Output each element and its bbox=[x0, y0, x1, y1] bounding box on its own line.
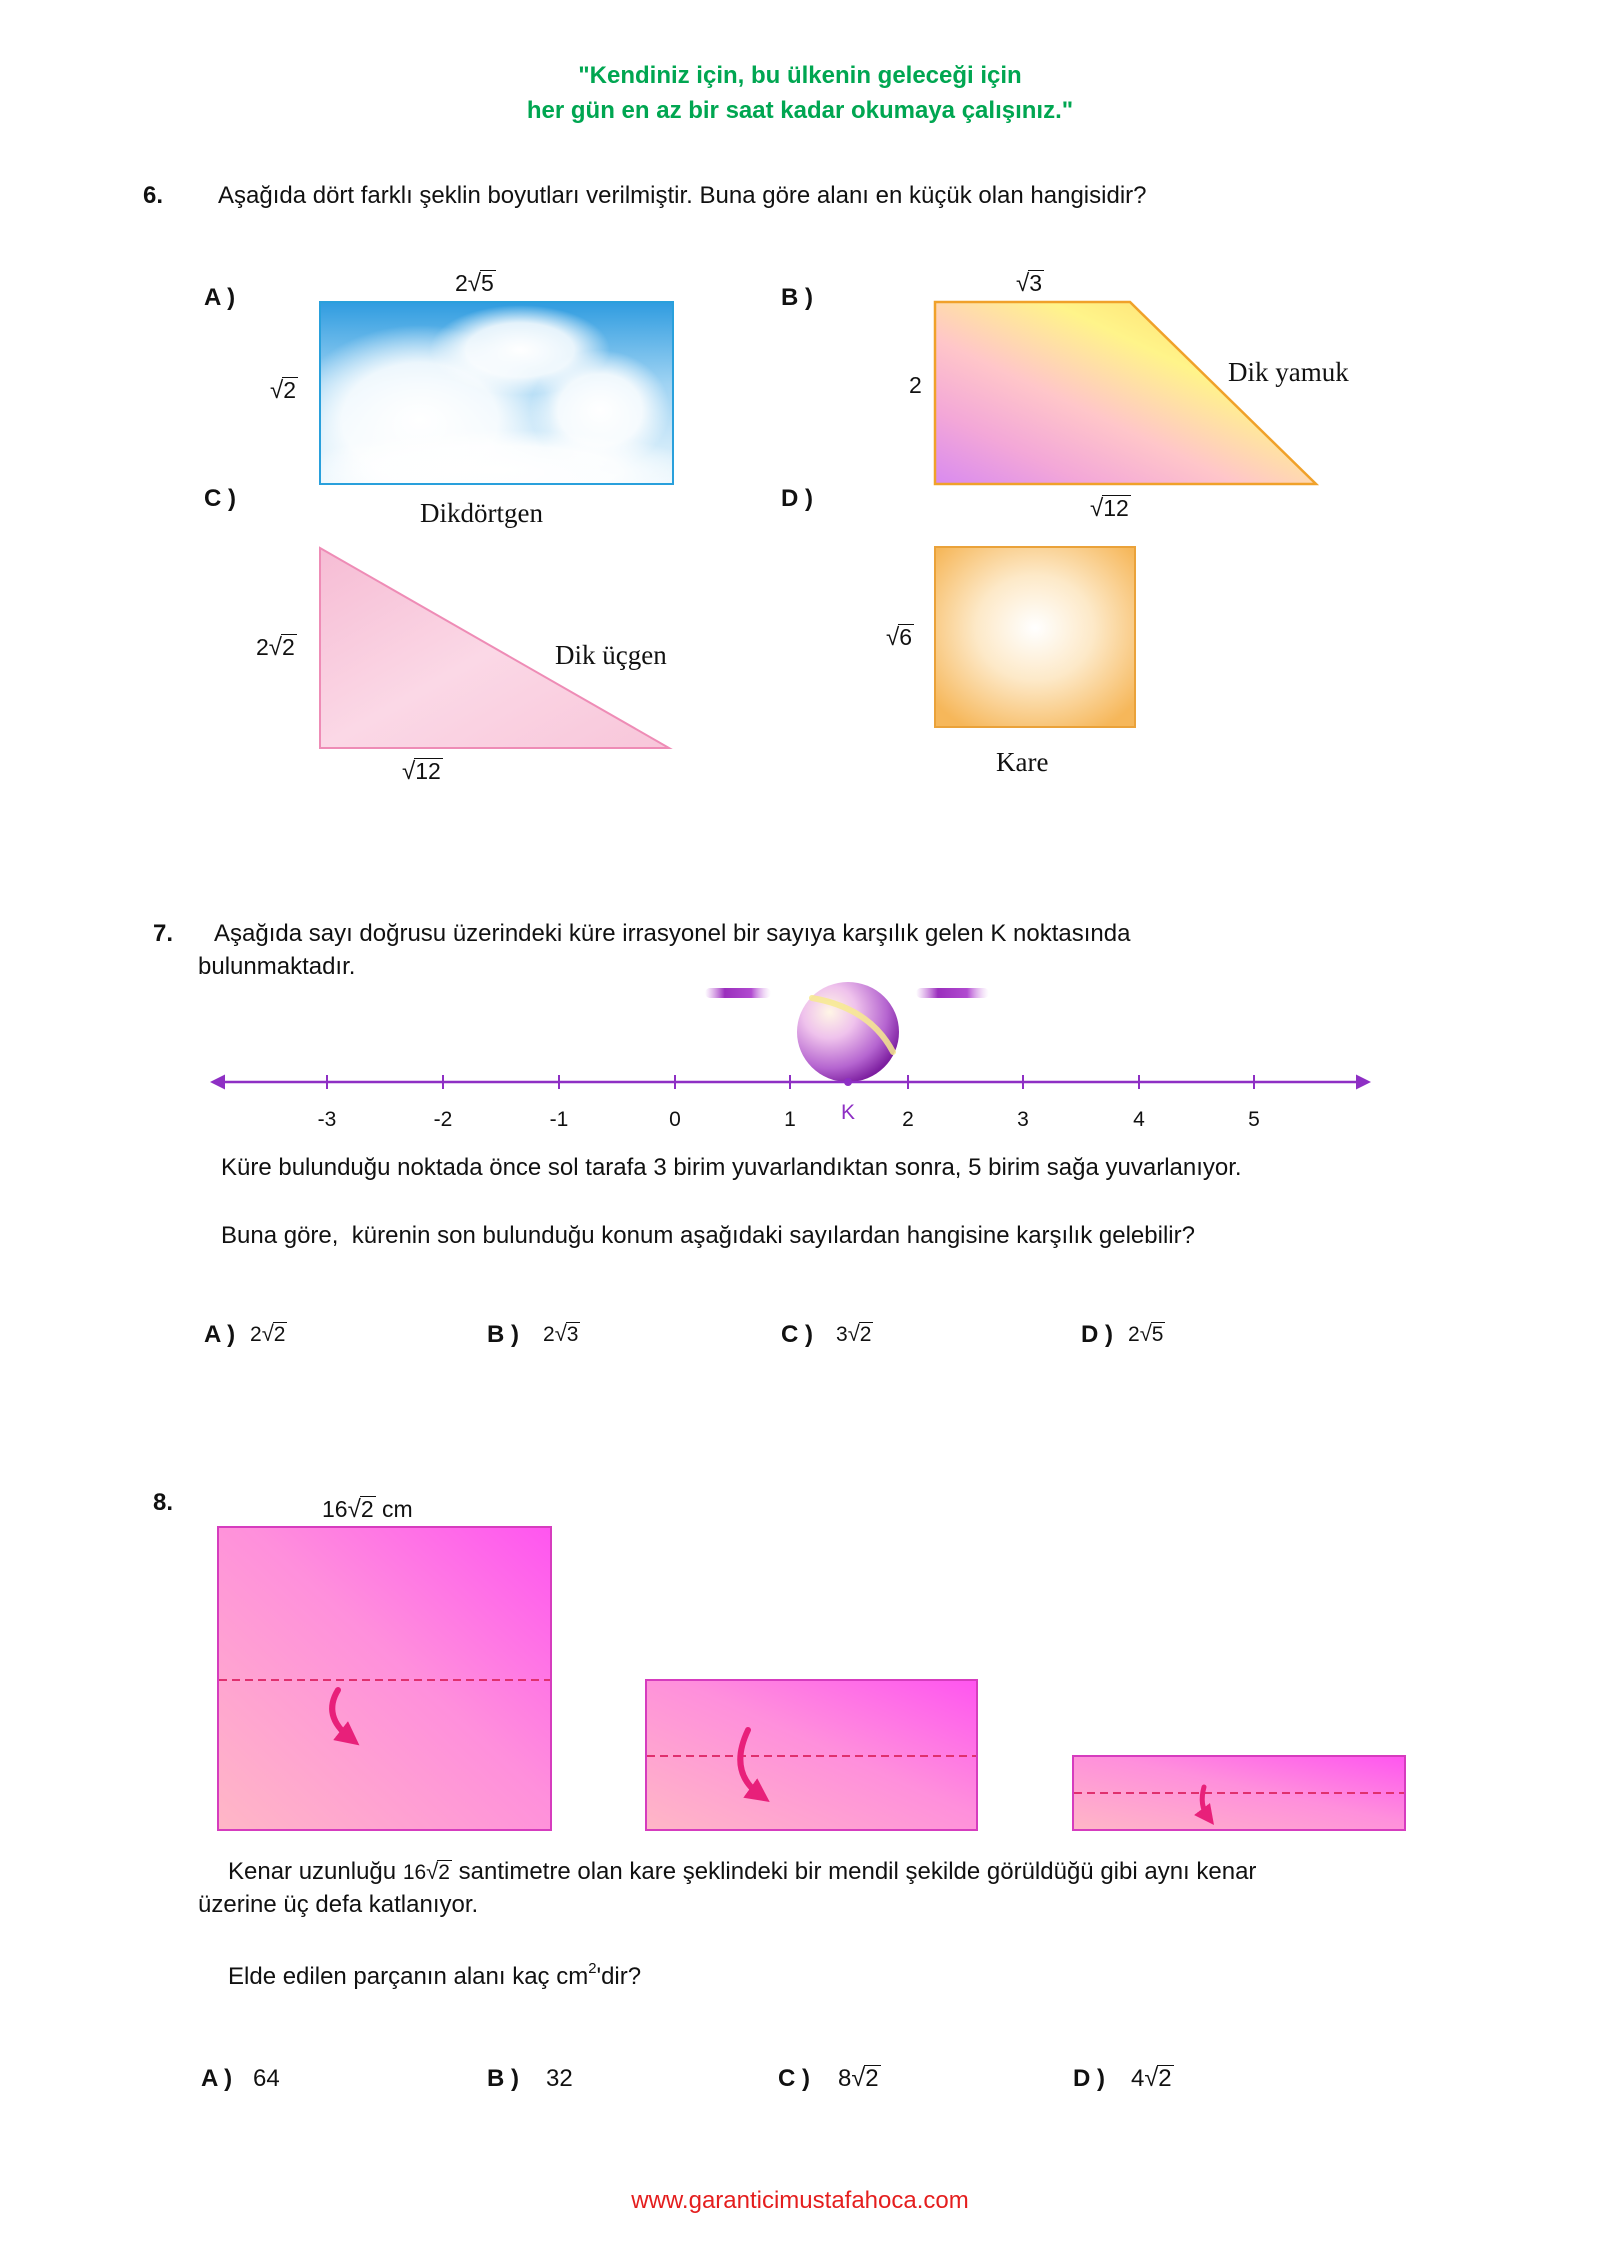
coefficient: 2 bbox=[543, 1323, 555, 1346]
motto-line-1: "Kendiniz için, bu ülkenin geleceği için bbox=[578, 62, 1022, 89]
napkin-folded-twice bbox=[1073, 1756, 1405, 1830]
q7-option-c-label: C ) bbox=[781, 1321, 813, 1348]
rectangle-width-label bbox=[455, 269, 496, 297]
right-trapezoid-shape bbox=[935, 302, 1316, 484]
radical-sign: √ bbox=[270, 377, 284, 404]
coefficient: 2 bbox=[256, 634, 269, 660]
footer-website: www.garanticimustafahoca.com bbox=[631, 2187, 969, 2214]
q8-option-d-value bbox=[1131, 2065, 1174, 2093]
triangle-base-label bbox=[402, 757, 443, 785]
trapezoid-top-label bbox=[1016, 269, 1044, 297]
rectangle-name: Dikdörtgen bbox=[420, 498, 543, 528]
tick-label: 4 bbox=[1133, 1108, 1145, 1131]
square-shape bbox=[935, 547, 1135, 727]
radicand: 6 bbox=[899, 624, 913, 650]
question-8-question bbox=[228, 1960, 642, 1991]
radicand: 3 bbox=[1029, 270, 1043, 296]
point-k-dot bbox=[844, 1078, 852, 1086]
radical-sign: √ bbox=[347, 1496, 361, 1523]
radical-sign: √ bbox=[1016, 270, 1030, 297]
q8-option-c-label: C ) bbox=[778, 2065, 810, 2092]
napkin-full bbox=[218, 1527, 551, 1830]
sphere bbox=[797, 982, 899, 1082]
right-motion-streak bbox=[916, 988, 989, 998]
left-motion-streak bbox=[705, 988, 771, 998]
radicand: 2 bbox=[438, 1861, 450, 1884]
q7-option-b-label: B ) bbox=[487, 1321, 519, 1348]
q8-option-b-value: 32 bbox=[546, 2065, 573, 2092]
radical-sign: √ bbox=[851, 2064, 866, 2092]
q8-option-d-label: D ) bbox=[1073, 2065, 1105, 2092]
q8-option-b-label: B ) bbox=[487, 2065, 519, 2092]
trapezoid-name: Dik yamuk bbox=[1228, 357, 1349, 387]
question-7-text-line-2: bulunmaktadır. bbox=[198, 953, 356, 980]
question-8-side-value bbox=[403, 1861, 452, 1884]
question-8-question-pre: Elde edilen parçanın alanı kaç cm bbox=[228, 1963, 589, 1990]
coefficient: 8 bbox=[838, 2065, 852, 2092]
q7-option-a-label: A ) bbox=[204, 1321, 236, 1348]
q7-option-d-label: D ) bbox=[1081, 1321, 1113, 1348]
coefficient: 2 bbox=[1128, 1323, 1140, 1346]
tick-label: -1 bbox=[549, 1108, 569, 1131]
radicand: 12 bbox=[415, 758, 441, 784]
q7-option-d-value bbox=[1128, 1321, 1165, 1349]
radicand: 3 bbox=[566, 1323, 579, 1346]
radical-sign: √ bbox=[1144, 2064, 1159, 2092]
radical-sign: √ bbox=[847, 1321, 860, 1346]
radicand: 12 bbox=[1103, 495, 1129, 521]
tick-label: 5 bbox=[1248, 1108, 1260, 1131]
q7-option-c-value bbox=[836, 1321, 873, 1349]
q8-option-a-label: A ) bbox=[201, 2065, 233, 2092]
radicand: 2 bbox=[273, 1323, 286, 1346]
motto-header bbox=[0, 58, 1600, 128]
unit: cm bbox=[375, 1496, 413, 1522]
question-8-text-line-2: üzerine üç defa katlanıyor. bbox=[198, 1891, 479, 1918]
radicand: 2 bbox=[1158, 2065, 1172, 2092]
radical-sign: √ bbox=[426, 1859, 439, 1884]
coefficient: 2 bbox=[455, 270, 468, 296]
question-7-text-line-1: Aşağıda sayı doğrusu üzerindeki küre irrasyonel bir sayıya karşılık gelen K noktasında bbox=[214, 920, 1131, 947]
motto-line-2: her gün en az bir saat kadar okumaya çalışınız." bbox=[526, 97, 1074, 124]
tick-label: 0 bbox=[669, 1108, 681, 1131]
q6-option-b-label: B ) bbox=[781, 284, 813, 311]
coefficient: 16 bbox=[402, 1861, 427, 1884]
q8-option-a-value: 64 bbox=[253, 2065, 280, 2092]
tick-label: 3 bbox=[1017, 1108, 1029, 1131]
coefficient: 4 bbox=[1131, 2065, 1145, 2092]
trapezoid-bottom-label bbox=[1090, 494, 1131, 522]
radical-sign: √ bbox=[1090, 495, 1104, 522]
napkin-folded-once bbox=[646, 1680, 977, 1830]
radical-sign: √ bbox=[1139, 1321, 1152, 1346]
tick-label: 1 bbox=[784, 1108, 796, 1131]
coefficient: 3 bbox=[836, 1323, 848, 1346]
coefficient: 2 bbox=[250, 1323, 262, 1346]
tick-label: 2 bbox=[902, 1108, 914, 1131]
question-8-text-pre: Kenar uzunluğu bbox=[228, 1858, 397, 1885]
radicand: 2 bbox=[360, 1496, 374, 1522]
rectangle-height-label bbox=[270, 376, 298, 404]
radical-sign: √ bbox=[261, 1321, 274, 1346]
triangle-height-label bbox=[256, 633, 297, 661]
number-line bbox=[222, 1075, 1359, 1089]
rectangle-shape bbox=[290, 302, 700, 515]
napkin-side-label bbox=[322, 1495, 413, 1523]
radicand: 2 bbox=[283, 377, 297, 403]
q7-option-b-value bbox=[543, 1321, 580, 1349]
question-8-question-post: 'dir? bbox=[596, 1963, 642, 1990]
question-7-statement: Küre bulunduğu noktada önce sol tarafa 3 birim yuvarlandıktan sonra, 5 birim sağa yuvarlanıyor. bbox=[221, 1154, 1242, 1181]
radical-sign: √ bbox=[886, 624, 900, 651]
radical-sign: √ bbox=[402, 758, 416, 785]
question-7-question: Buna göre, kürenin son bulunduğu konum aşağıdaki sayılardan hangisine karşılık gelebilir? bbox=[221, 1222, 1195, 1249]
q6-option-a-label: A ) bbox=[204, 284, 236, 311]
square-side-label bbox=[886, 623, 914, 651]
q6-option-c-label: C ) bbox=[204, 485, 236, 512]
tick-label: -3 bbox=[317, 1108, 337, 1131]
radicand: 2 bbox=[282, 634, 295, 660]
question-8-text-post: santimetre olan kare şeklindeki bir mendil şekilde görüldüğü gibi aynı kenar bbox=[458, 1858, 1257, 1885]
coefficient: 16 bbox=[322, 1496, 348, 1522]
question-7-number: 7. bbox=[153, 920, 174, 947]
question-8-number: 8. bbox=[153, 1489, 174, 1516]
tick-label: -2 bbox=[433, 1108, 453, 1131]
radical-sign: √ bbox=[268, 634, 283, 661]
radical-sign: √ bbox=[554, 1321, 567, 1346]
question-8-text-line-1 bbox=[228, 1858, 1256, 1887]
question-6-number: 6. bbox=[143, 182, 164, 209]
radicand: 5 bbox=[481, 270, 494, 296]
q6-option-d-label: D ) bbox=[781, 485, 813, 512]
q8-option-c-value bbox=[838, 2065, 881, 2093]
radicand: 5 bbox=[1151, 1323, 1164, 1346]
squared-exponent: 2 bbox=[588, 1960, 597, 1977]
radical-sign: √ bbox=[467, 270, 482, 297]
q7-option-a-value bbox=[250, 1321, 287, 1349]
trapezoid-height-label: 2 bbox=[909, 372, 922, 398]
point-k-label: K bbox=[840, 1101, 855, 1124]
question-6-text: Aşağıda dört farklı şeklin boyutları verilmiştir. Buna göre alanı en küçük olan hangisidir? bbox=[218, 182, 1147, 209]
triangle-name: Dik üçgen bbox=[555, 640, 667, 670]
radicand: 2 bbox=[859, 1323, 872, 1346]
radicand: 2 bbox=[865, 2065, 879, 2092]
square-name: Kare bbox=[996, 747, 1049, 777]
